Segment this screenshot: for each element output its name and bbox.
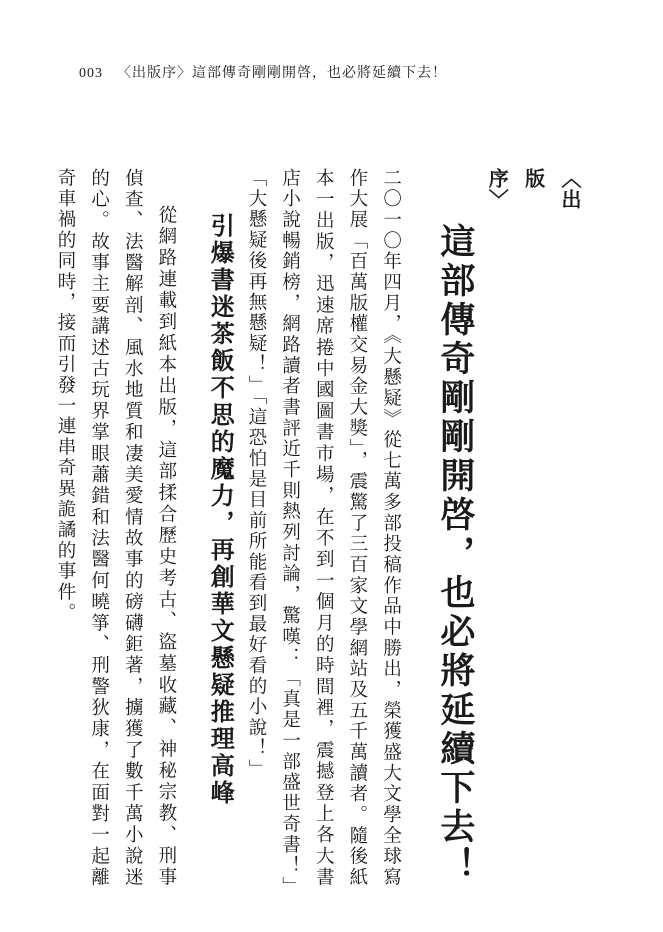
- sub-heading: 引爆書迷茶飯不思的魔力，再創華文懸疑推理高峰: [206, 213, 236, 807]
- page-body: [48, 168, 588, 888]
- section-label: 〈出版序〉: [485, 168, 582, 210]
- running-title: 〈出版序〉這部傳奇剛剛開啓，也必將延續下去！: [117, 65, 447, 81]
- running-header: [79, 62, 447, 82]
- chapter-title: 這部傳奇剛剛開啓，也必將延續下去！: [434, 223, 476, 886]
- page-number: 003: [79, 66, 103, 81]
- body-paragraph-1: 二〇一〇年四月，《大懸疑》從七萬多部投稿作品中勝出，榮獲盛大文學全球寫作大展「百萬版權交易金大獎」，震驚了三百家文學網站及五千萬讀者。隨後紙本一出版，迅速席捲中國圖書市場，在不到一個月的時間裡，震撼登上各大書店小說暢銷榜，網路讀者書評近千則熱列討論，驚嘆：「真是一部盛世奇書！」「大懸疑後再無懸疑！」「這恐怕是目前所能看到最好看的小說！」: [245, 168, 402, 888]
- body-paragraph-2: 從網路連載到紙本出版，這部揉合歷史考古、盜墓收藏、神秘宗教、刑事偵查、法醫解剖、風水地質和凄美愛情故事的磅礴鉅著，擄獲了數千萬小說迷的心。故事主要講述古玩界掌眼蕭錯和法醫何曉箏、刑警狄康，在面對一起離奇車禍的同時，接而引發一連串奇異詭譎的事件。: [54, 168, 177, 888]
